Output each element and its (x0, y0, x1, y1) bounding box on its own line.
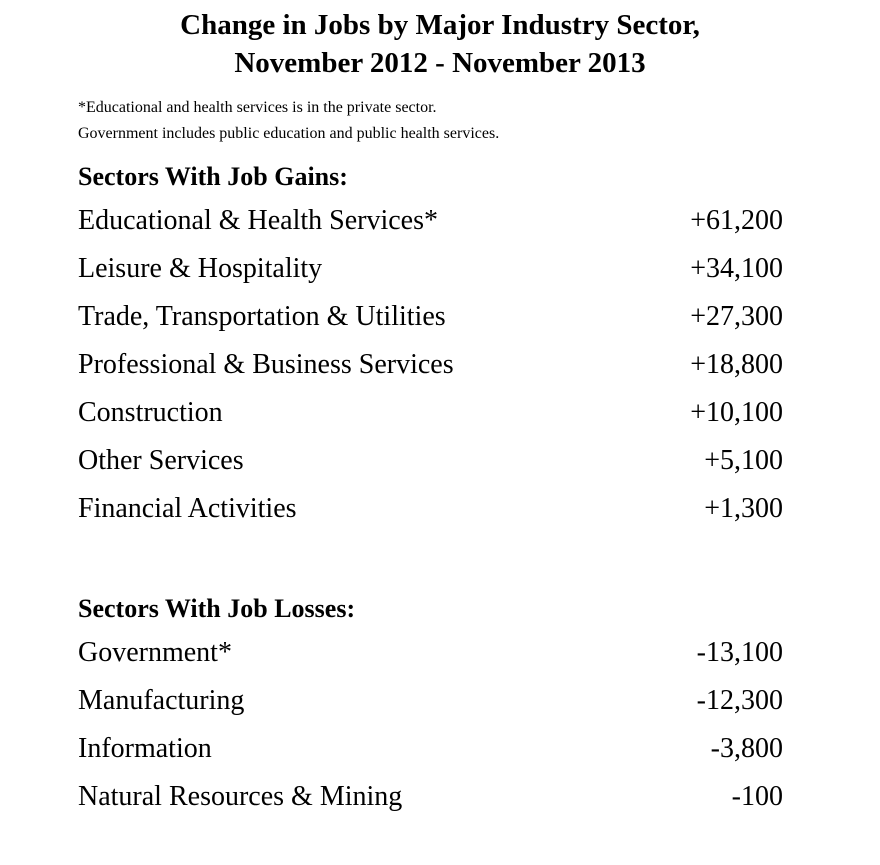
sector-label: Educational & Health Services* (78, 205, 438, 236)
job-change-value: -3,800 (710, 733, 783, 764)
job-change-value: +10,100 (690, 397, 783, 428)
gains-list (78, 203, 783, 539)
sector-label: Manufacturing (78, 685, 245, 716)
footnote (78, 95, 499, 147)
sector-label: Information (78, 733, 212, 764)
sector-label: Trade, Transportation & Utilities (78, 301, 446, 332)
job-change-value: +61,200 (690, 205, 783, 236)
job-change-value: -13,100 (696, 637, 783, 668)
job-change-value: +1,300 (704, 493, 783, 524)
gains-heading: Sectors With Job Gains: (78, 162, 348, 191)
job-change-value: +34,100 (690, 253, 783, 284)
sector-label: Other Services (78, 445, 244, 476)
sector-label: Natural Resources & Mining (78, 781, 403, 812)
footnote-line-2: Government includes public education and public health services. (78, 125, 500, 142)
table-row (78, 491, 783, 539)
job-change-value: +18,800 (690, 349, 783, 380)
sector-label: Financial Activities (78, 493, 297, 524)
table-row (78, 203, 783, 251)
job-change-value: +27,300 (690, 301, 783, 332)
table-row (78, 683, 783, 731)
table-row (78, 731, 783, 779)
table-row (78, 395, 783, 443)
job-change-value: +5,100 (704, 445, 783, 476)
table-row (78, 347, 783, 395)
table-row (78, 251, 783, 299)
table-row (78, 299, 783, 347)
sector-label: Construction (78, 397, 223, 428)
title-line-1: Change in Jobs by Major Industry Sector, (180, 9, 700, 41)
sector-label: Leisure & Hospitality (78, 253, 323, 284)
sector-label: Government* (78, 637, 232, 668)
losses-heading: Sectors With Job Losses: (78, 594, 356, 623)
document-title (0, 6, 880, 82)
table-row (78, 443, 783, 491)
job-change-value: -12,300 (696, 685, 783, 716)
table-row (78, 635, 783, 683)
job-change-value: -100 (731, 781, 783, 812)
table-row (78, 779, 783, 827)
sector-label: Professional & Business Services (78, 349, 454, 380)
footnote-line-1: *Educational and health services is in the private sector. (78, 99, 437, 116)
title-line-2: November 2012 - November 2013 (234, 47, 646, 79)
losses-list (78, 635, 783, 827)
